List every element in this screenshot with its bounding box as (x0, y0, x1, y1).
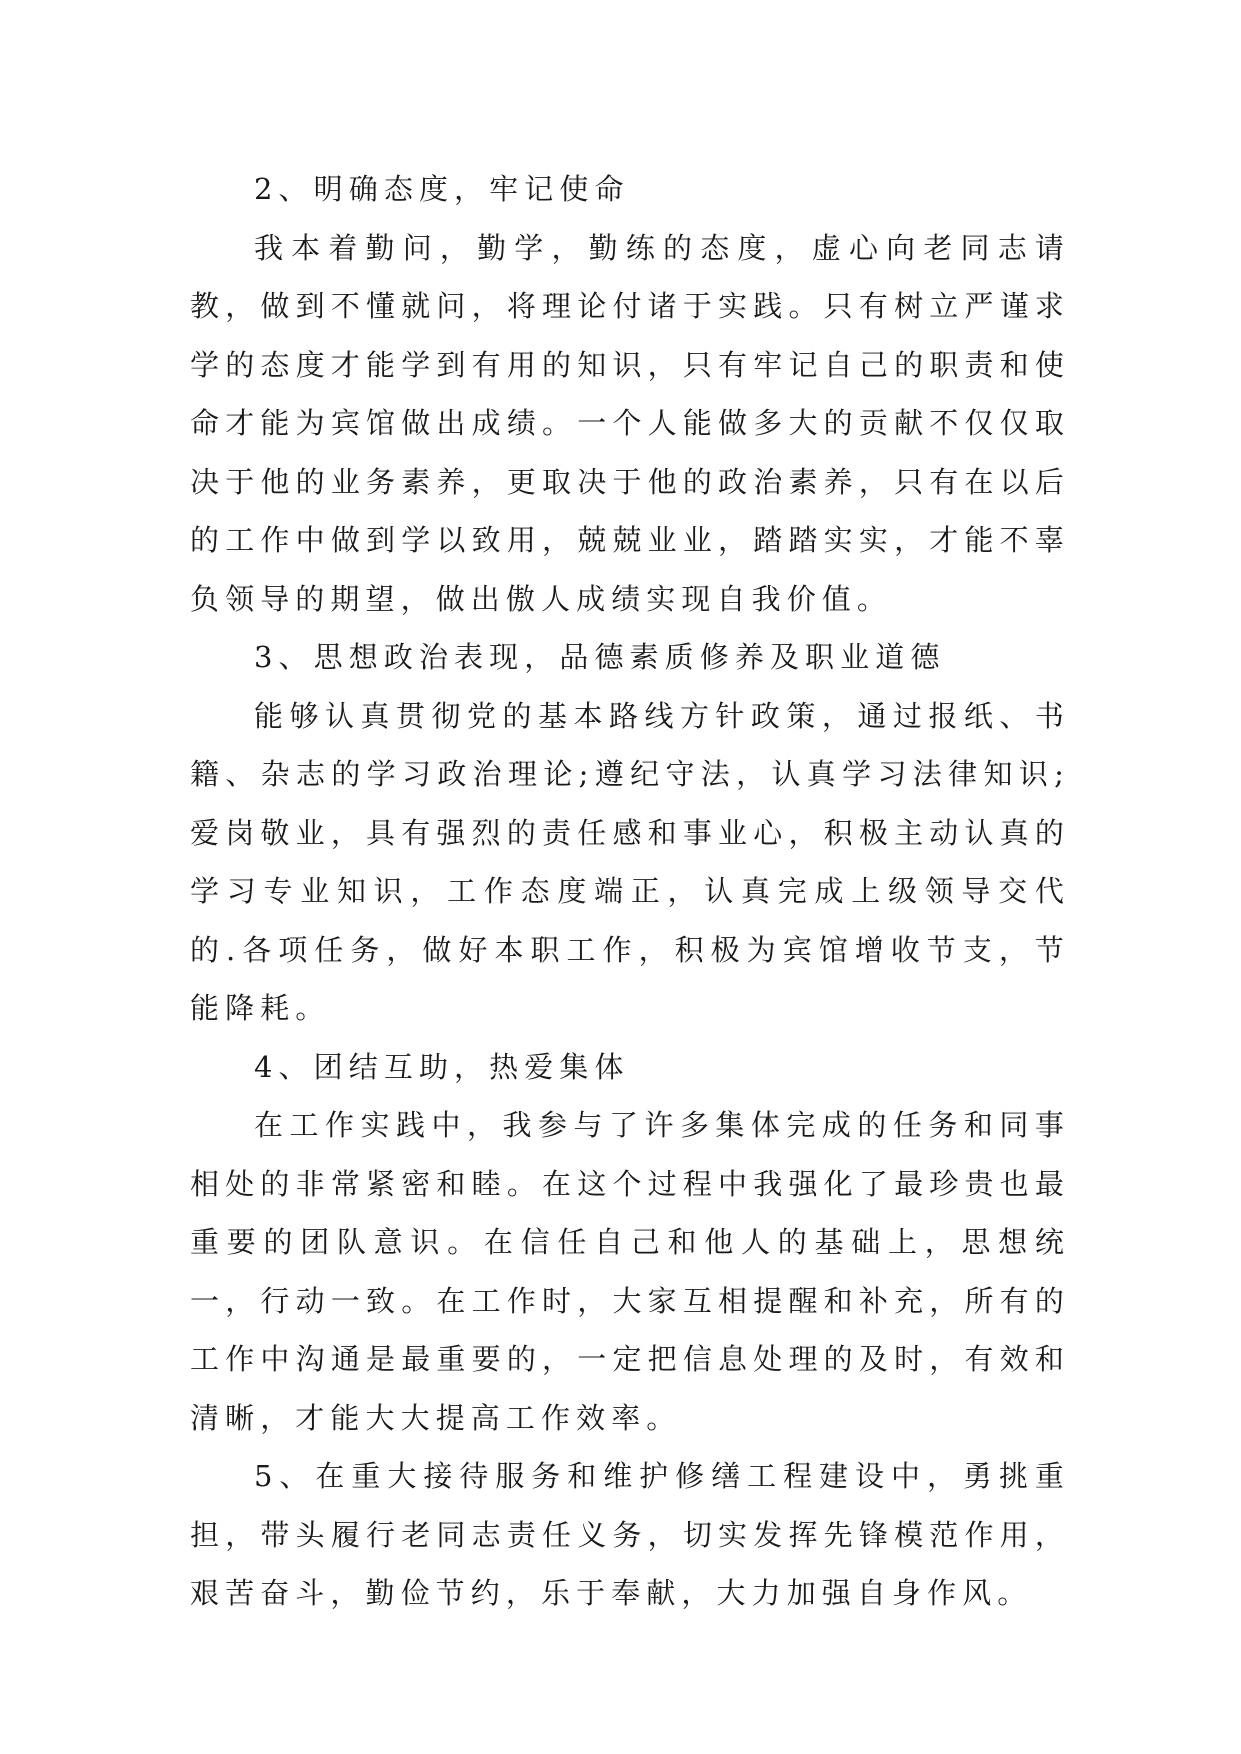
document-body (190, 160, 1070, 1623)
section-heading-3: 3、思想政治表现，品德素质修养及职业道德 (254, 640, 946, 674)
paragraph-section-5: 5、在重大接待服务和维护修缮工程建设中，勇挑重担，带头履行老同志责任义务，切实发挥先锋模范作用，艰苦奋斗，勤俭节约，乐于奉献，大力加强自身作风。 (190, 1459, 1070, 1610)
paragraph-teamwork: 在工作实践中，我参与了许多集体完成的任务和同事相处的非常紧密和睦。在这个过程中我强化了最珍贵也最重要的团队意识。在信任自己和他人的基础上，思想统一，行动一致。在工作时，大家互相提醒和补充，所有的工作中沟通是最重要的，一定把信息处理的及时，有效和清晰，才能大大提高工作效率。 (190, 1108, 1070, 1435)
section-heading-4: 4、团结互助，热爱集体 (254, 1049, 630, 1084)
paragraph-attitude: 我本着勤问，勤学，勤练的态度，虚心向老同志请教，做到不懂就问，将理论付诸于实践。只有树立严谨求学的态度才能学到有用的知识，只有牢记自己的职责和使命才能为宾馆做出成绩。一个人能做多大的贡献不仅仅取决于他的业务素养，更取决于他的政治素养，只有在以后的工作中做到学以致用，兢兢业业，踏踏实实，才能不辜负领导的期望，做出傲人成绩实现自我价值。 (190, 230, 1070, 616)
section-heading-2: 2、明确态度，牢记使命 (254, 172, 630, 206)
paragraph-political: 能够认真贯彻党的基本路线方针政策，通过报纸、书籍、杂志的学习政治理论;遵纪守法，认真学习法律知识;爱岗敬业，具有强烈的责任感和事业心，积极主动认真的学习专业知识，工作态度端正，认真完成上级领导交代的.各项任务，做好本职工作，积极为宾馆增收节支，节能降耗。 (190, 698, 1070, 1025)
